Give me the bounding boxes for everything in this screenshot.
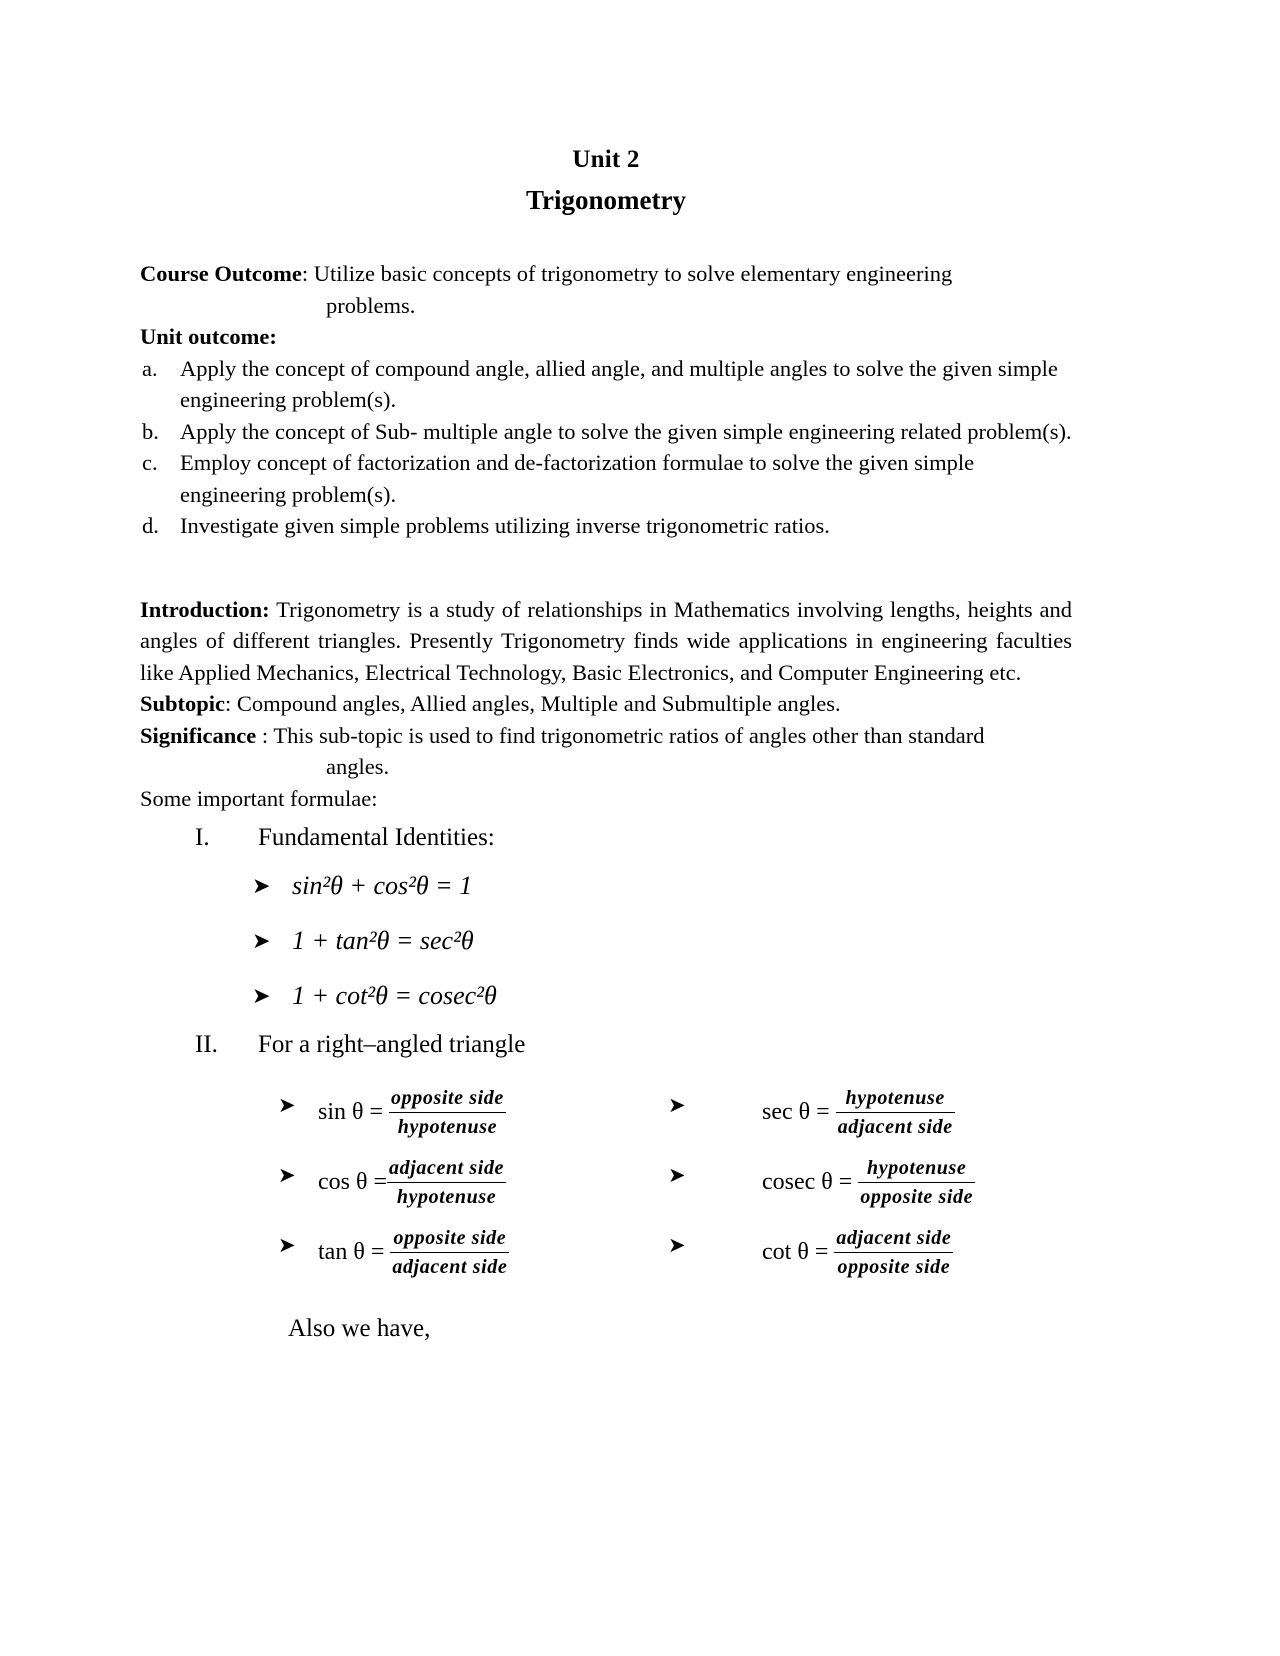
section-two-heading-row xyxy=(140,1027,1072,1063)
fraction xyxy=(390,1225,509,1280)
arrow-bullet-icon: ➤ xyxy=(668,1233,686,1257)
ratio-row-tan xyxy=(278,1217,668,1287)
ratio-expression xyxy=(318,1147,668,1217)
list-marker: a. xyxy=(142,355,158,381)
fraction-numerator: adjacent side xyxy=(834,1225,953,1253)
course-outcome-continuation: problems. xyxy=(326,292,416,318)
significance-continuation: angles. xyxy=(326,754,390,779)
course-outcome-separator: : xyxy=(301,261,314,286)
arrow-bullet-icon: ➤ xyxy=(668,1163,686,1187)
arrow-bullet-icon: ➤ xyxy=(668,1093,686,1117)
fraction xyxy=(858,1155,975,1210)
subtopic-label: Subtopic xyxy=(140,691,226,716)
list-item xyxy=(140,353,1072,416)
spacer xyxy=(140,220,1072,258)
significance-text: : This sub-topic is used to find trigonometric ratios of angles other than standard xyxy=(256,722,985,748)
ratio-row-sin xyxy=(278,1077,668,1147)
course-outcome-continuation-line xyxy=(140,290,1072,322)
identity-row xyxy=(140,917,1072,966)
list-marker: d. xyxy=(142,513,159,538)
fraction xyxy=(836,1085,955,1140)
fraction xyxy=(389,1085,506,1140)
ratio-row-cosec xyxy=(668,1147,1068,1217)
fraction xyxy=(834,1225,953,1280)
identity-expression: sin²θ + cos²θ = 1 xyxy=(292,871,473,900)
list-item xyxy=(140,447,1072,510)
ratio-row-cos xyxy=(278,1147,668,1217)
section-two-heading: For a right–angled triangle xyxy=(258,1031,526,1058)
unit-outcome-list xyxy=(140,353,1072,542)
list-item-text: Investigate given simple problems utilizing inverse trigonometric ratios. xyxy=(180,513,830,538)
ratio-expression xyxy=(762,1077,1068,1147)
unit-outcome-label: Unit outcome: xyxy=(140,324,277,349)
introduction-paragraph xyxy=(140,594,1072,689)
fraction xyxy=(387,1155,506,1210)
fraction-denominator: adjacent side xyxy=(837,1115,953,1138)
arrow-bullet-icon: ➤ xyxy=(278,1233,296,1257)
arrow-bullet-icon: ➤ xyxy=(252,928,271,953)
arrow-bullet-icon: ➤ xyxy=(278,1093,296,1117)
spacer xyxy=(140,568,1072,594)
ratio-name: cos θ = xyxy=(318,1168,388,1195)
fraction-numerator: hypotenuse xyxy=(858,1155,975,1183)
title-block xyxy=(140,0,1072,220)
ratio-expression xyxy=(762,1217,1068,1287)
ratio-name: cot θ = xyxy=(762,1238,835,1265)
fraction-denominator: adjacent side xyxy=(392,1255,508,1278)
arrow-bullet-icon: ➤ xyxy=(278,1163,296,1187)
subtopic-paragraph xyxy=(140,688,1072,720)
significance-paragraph xyxy=(140,720,1072,752)
fraction-numerator: opposite side xyxy=(389,1085,506,1113)
page-title: Trigonometry xyxy=(526,185,686,215)
section-one-marker: I. xyxy=(195,824,210,851)
identity-row xyxy=(140,862,1072,911)
fraction-denominator: opposite side xyxy=(837,1255,951,1278)
ratio-expression xyxy=(762,1147,1068,1217)
list-item-text: Employ concept of factorization and de-factorization formulae to solve the given simple engineering problem(s). xyxy=(180,450,975,507)
list-marker: b. xyxy=(142,418,159,444)
unit-label: Unit 2 xyxy=(572,146,640,173)
ratio-row-sec xyxy=(668,1077,1068,1147)
section-one-heading-row xyxy=(140,820,1072,856)
list-item xyxy=(140,510,1072,542)
course-outcome-label: Course Outcome xyxy=(140,261,302,286)
fraction-numerator: opposite side xyxy=(390,1225,509,1253)
ratio-name: sec θ = xyxy=(762,1098,836,1125)
fraction-denominator: hypotenuse xyxy=(396,1185,497,1208)
introduction-text: Trigonometry is a study of relationships in Mathematics involving lengths, heights and angles of different triangles. Presently Trigonometry finds wide applications in engineering faculties like Applied Mechanics, Electrical Technology, Basic Electronics, and Computer Engineering etc. xyxy=(140,596,1072,685)
course-outcome-text: Utilize basic concepts of trigonometry to solve elementary engineering xyxy=(313,261,953,286)
arrow-bullet-icon: ➤ xyxy=(252,873,271,898)
ratio-row-cot xyxy=(668,1217,1068,1287)
list-item xyxy=(140,416,1072,448)
document-content xyxy=(140,0,1072,1347)
significance-continuation-line xyxy=(140,751,1072,783)
fraction-denominator: hypotenuse xyxy=(397,1115,498,1138)
ratio-name: cosec θ = xyxy=(762,1168,859,1195)
fraction-numerator: hypotenuse xyxy=(836,1085,955,1113)
ratio-expression xyxy=(318,1077,668,1147)
introduction-label: Introduction: xyxy=(140,596,270,622)
trig-ratio-definitions xyxy=(140,1077,1072,1295)
list-marker: c. xyxy=(142,450,158,475)
subtopic-text: : Compound angles, Allied angles, Multiple and Submultiple angles. xyxy=(225,691,841,716)
also-we-have-text: Also we have, xyxy=(288,1315,431,1342)
list-item-text: Apply the concept of Sub- multiple angle to solve the given simple engineering related problem(s). xyxy=(180,418,1072,444)
section-one-heading: Fundamental Identities: xyxy=(258,824,495,851)
fraction-denominator: opposite side xyxy=(860,1185,974,1208)
identity-expression: 1 + cot²θ = cosec²θ xyxy=(292,981,497,1010)
ratio-column-left xyxy=(278,1077,668,1287)
ratio-name: tan θ = xyxy=(318,1238,391,1265)
course-outcome-paragraph xyxy=(140,258,1072,290)
identity-expression: 1 + tan²θ = sec²θ xyxy=(292,926,474,955)
identity-row xyxy=(140,972,1072,1021)
formulae-intro: Some important formulae: xyxy=(140,785,378,811)
significance-label: Significance xyxy=(140,722,257,748)
section-two-marker: II. xyxy=(195,1031,218,1058)
ratio-column-right xyxy=(668,1077,1068,1287)
fraction-numerator: adjacent side xyxy=(387,1155,506,1183)
list-item-text: Apply the concept of compound angle, allied angle, and multiple angles to solve the given simple engineering problem(s). xyxy=(180,355,1058,412)
spacer xyxy=(140,542,1072,568)
ratio-expression xyxy=(318,1217,668,1287)
ratio-name: sin θ = xyxy=(318,1098,390,1125)
arrow-bullet-icon: ➤ xyxy=(252,983,271,1008)
